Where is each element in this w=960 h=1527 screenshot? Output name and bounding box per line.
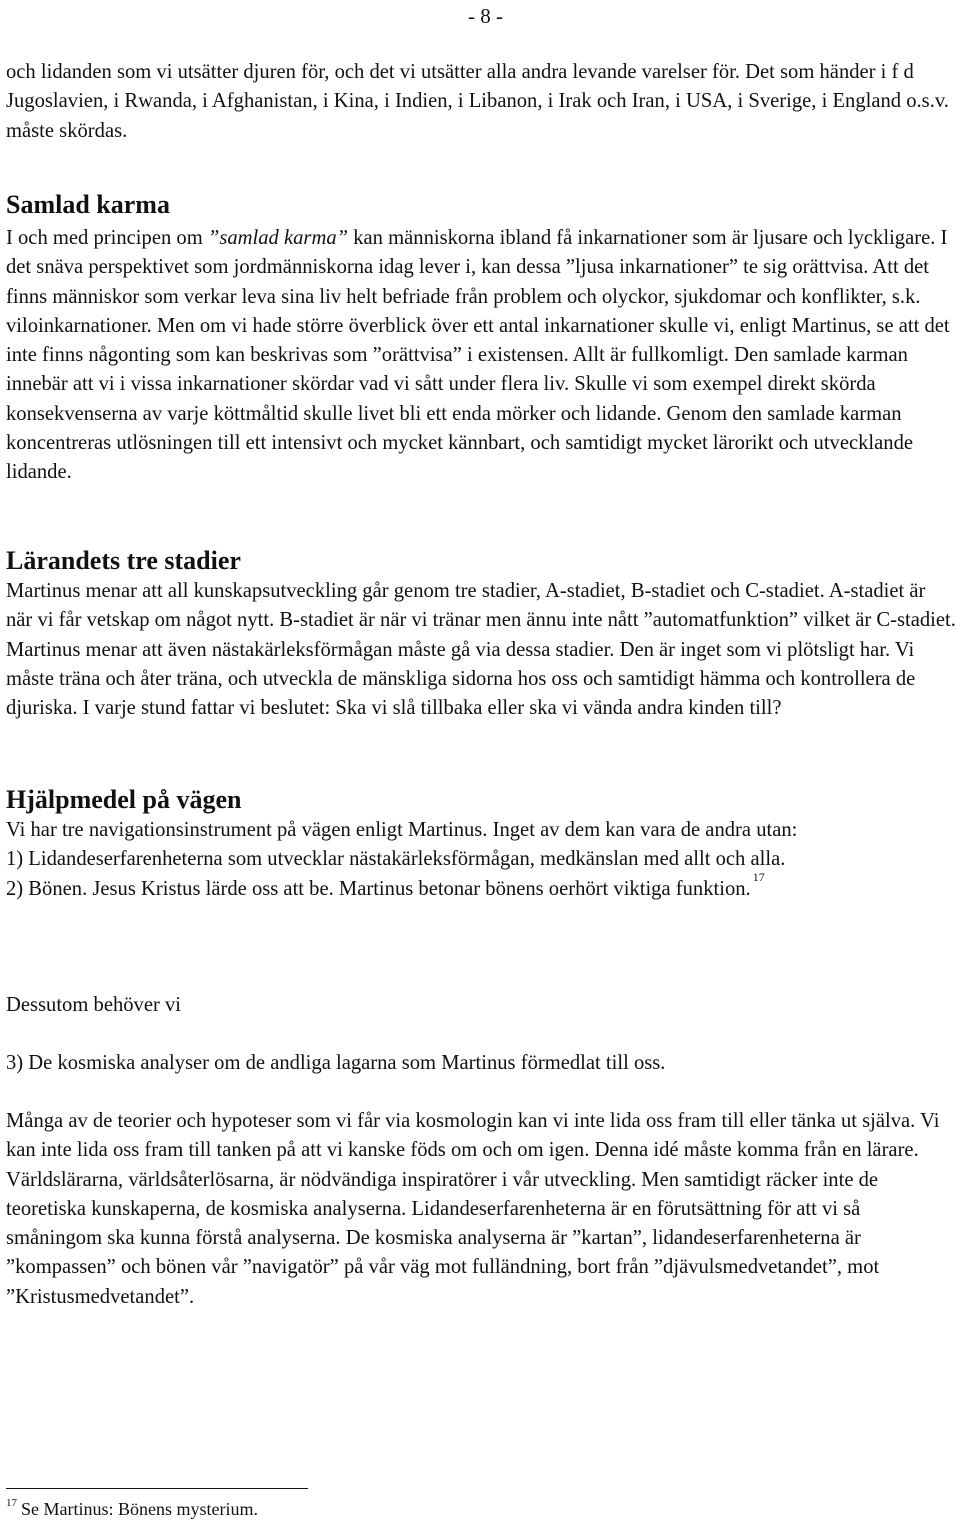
intro-paragraph <box>6 58 956 146</box>
footnote-text: Se Martinus: Bönens mysterium. <box>21 1499 258 1519</box>
footnote-number: 17 <box>6 1497 17 1509</box>
footnote-divider <box>6 1488 308 1489</box>
list-item-bonen-text: 2) Bönen. Jesus Kristus lärde oss att be. Martinus betonar bönens oerhört viktiga funktion. <box>6 877 751 900</box>
hjalpmedel-intro <box>6 816 956 904</box>
list-item-bonen <box>6 869 956 904</box>
dessutom-paragraph <box>6 991 956 1020</box>
samlad-karma-text-rest: kan människorna ibland få inkarnationer som är ljusare och lyckligare. I det snäva perspektivet som jordmänniskorna idag lever i, kan dessa ”ljusa inkarnationer” te sig orättvisa. Att det finns människor som verkar leva sina liv helt befriade från problem och olyckor, sjukdomar och konflikter, s.k. viloinkarnationer. Men om vi hade större överblick över ett antal inkarnationer skulle vi, enligt Martinus, se att det inte finns någonting som kan beskrivas som ”orättvisa” i existensen. Allt är fullkomligt. Den samlade karman innebär att vi i vissa inkarnationer skördar vad vi sått under flera liv. Skulle vi som exempel direkt skörda konsekvenserna av varje köttmåltid skulle livet bli ett enda mörker och lidande. Genom den samlade karman koncentreras utlösningen till ett intensivt och mycket kännbart, och samtidigt mycket lärorikt och utvecklande lidande. <box>6 227 950 484</box>
kosmiska-item <box>6 1049 956 1078</box>
list-item-lidande: 1) Lidandeserfarenheterna som utvecklar nästakärleksförmågan, medkänslan med allt och alla. <box>6 848 786 871</box>
heading-samlad-karma: Samlad karma <box>6 190 170 219</box>
larandets-paragraph <box>6 577 956 723</box>
heading-larandets-tre-stadier: Lärandets tre stadier <box>6 546 241 575</box>
closing-text: Många av de teorier och hypoteser som vi får via kosmologin kan vi inte lida oss fram till eller tänka ut själva. Vi kan inte lida oss fram till tanken på att vi kanske föds om och om igen. Denna idé måste komma från en lärare. Världslärarna, världsåterlösarna, är nödvändiga inspiratörer i vår utveckling. Men samtidigt räcker inte de teoretiska kunskaperna, de kosmiska analyserna. Lidandeserfarenheterna är en förutsättning för att vi så småningom ska kunna förstå analyserna. De kosmiska analyserna är ”kartan”, lidandeserfarenheterna är ”kompassen” och bönen vår ”navigatör” på vår väg mot fulländning, bort från ”djävulsmedvetandet”, mot ”Kristusmedvetandet”. <box>6 1110 940 1308</box>
closing-paragraph <box>6 1107 956 1312</box>
dessutom-text: Dessutom behöver vi <box>6 994 182 1016</box>
list-item-kosmiska: 3) De kosmiska analyser om de andliga lagarna som Martinus förmedlat till oss. <box>6 1052 666 1074</box>
samlad-karma-paragraph <box>6 224 956 488</box>
page-number: - 8 - <box>468 4 503 28</box>
samlad-karma-term: ”samlad karma” <box>207 227 349 249</box>
samlad-karma-text-start: I och med principen om <box>6 227 208 249</box>
heading-hjalpmedel: Hjälpmedel på vägen <box>6 785 242 814</box>
intro-text: och lidanden som vi utsätter djuren för, och det vi utsätter alla andra levande varelser för. Det som händer i f d Jugoslavien, i Rwanda, i Afghanistan, i Kina, i Indien, i Libanon, i Irak och Iran, i USA, i Sverige, i England o.s.v. måste skördas. <box>6 61 949 142</box>
larandets-text: Martinus menar att all kunskapsutveckling går genom tre stadier, A-stadiet, B-stadiet och C-stadiet. A-stadiet är när vi får vetskap om något nytt. B-stadiet är när vi tränar men ännu inte nått ”automatfunktion” vilket är C-stadiet. Martinus menar att även nästakärleksförmågan måste gå via dessa stadier. Den är inget som vi plötsligt har. Vi måste träna och åter träna, och utveckla de mänskliga sidorna hos oss och samtidigt hämma och kontrollera de djuriska. I varje stund fattar vi beslutet: Ska vi slå tillbaka eller ska vi vända andra kinden till? <box>6 580 956 720</box>
footnote <box>6 1496 258 1525</box>
footnote-ref: 17 <box>752 869 765 884</box>
hjalpmedel-intro-text: Vi har tre navigationsinstrument på vägen enligt Martinus. Inget av dem kan vara de andra utan: <box>6 819 798 841</box>
